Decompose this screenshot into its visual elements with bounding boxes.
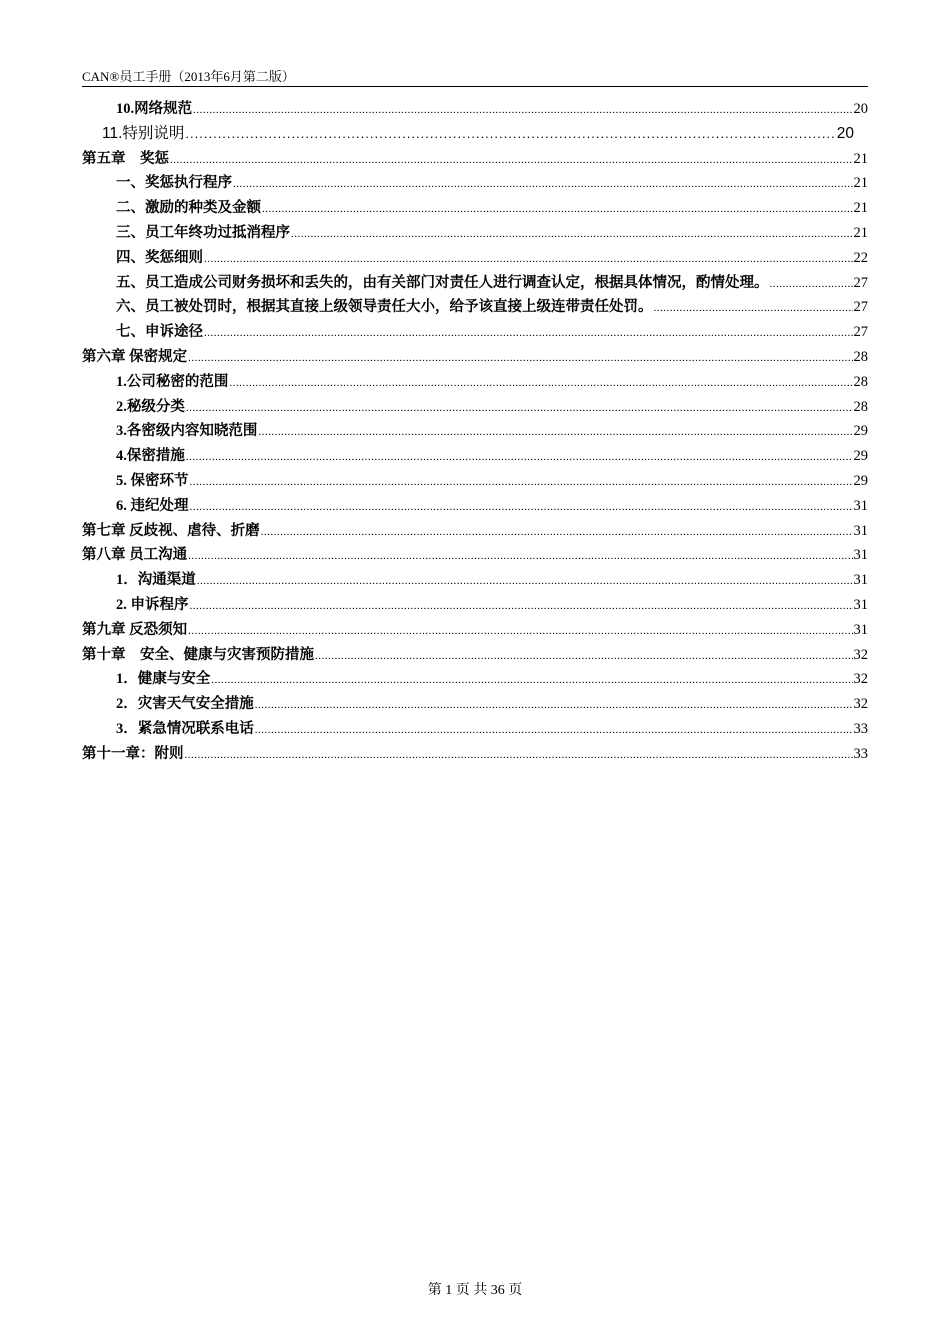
toc-entry-page: 32 — [853, 646, 868, 663]
toc-entry-label: 三、员工年终功过抵消程序 — [116, 224, 290, 241]
toc-entry-label: 第八章 员工沟通 — [82, 547, 188, 564]
dot-leader — [770, 272, 853, 297]
toc-entry-label: 1.公司秘密的范围 — [116, 373, 229, 390]
toc-entry[interactable] — [82, 618, 868, 643]
page-footer: 第 1 页 共 36 页 — [427, 1283, 523, 1298]
toc-entry-page: 31 — [853, 621, 868, 638]
toc-entry-label: 11.特别说明 — [102, 124, 185, 142]
dot-leader — [233, 172, 853, 197]
toc-entry-label: 6. 违纪处理 — [116, 497, 189, 514]
toc-entry[interactable] — [82, 246, 868, 271]
dot-leader — [229, 371, 852, 396]
toc-entry-label: 五、员工造成公司财务损坏和丢失的，由有关部门对责任人进行调查认定，根据具体情况，酌情处理。 — [116, 274, 769, 291]
toc-entry-page: 33 — [853, 720, 868, 737]
toc-entry-page: 27 — [853, 324, 868, 341]
toc-entry[interactable] — [82, 122, 854, 147]
dot-leader — [197, 569, 853, 594]
toc-entry[interactable] — [82, 692, 868, 717]
toc-entry-page: 21 — [853, 200, 868, 217]
toc-entry[interactable] — [82, 469, 868, 494]
table-of-contents — [82, 97, 868, 767]
toc-entry[interactable] — [82, 444, 868, 469]
running-header: CAN®员工手册（2013年6月第二版） — [82, 67, 868, 87]
dot-leader — [186, 445, 853, 470]
toc-entry-label: 2．灾害天气安全措施 — [116, 696, 254, 713]
toc-entry-label: 1．健康与安全 — [116, 671, 211, 688]
toc-entry-page: 31 — [853, 522, 868, 539]
toc-entry[interactable] — [82, 221, 868, 246]
dot-leader — [255, 718, 853, 743]
toc-entry-page: 31 — [853, 572, 868, 589]
toc-entry[interactable] — [82, 667, 868, 692]
dot-leader — [262, 197, 853, 222]
toc-entry[interactable] — [82, 196, 868, 221]
toc-entry-page: 20 — [836, 124, 854, 142]
toc-entry[interactable] — [82, 345, 868, 370]
dot-leader — [193, 98, 852, 123]
dot-leader — [204, 321, 853, 346]
dot-leader — [190, 594, 853, 619]
toc-entry[interactable] — [82, 593, 868, 618]
dot-leader — [190, 470, 853, 495]
dot-leader — [170, 148, 853, 173]
toc-entry-page: 28 — [853, 373, 868, 390]
toc-entry-label: 2. 申诉程序 — [116, 596, 189, 613]
toc-entry-page: 29 — [853, 448, 868, 465]
dot-leader — [255, 693, 853, 718]
toc-entry[interactable] — [82, 494, 868, 519]
toc-entry[interactable] — [82, 568, 868, 593]
toc-entry-page: 32 — [853, 671, 868, 688]
toc-entry-label: 第七章 反歧视、虐待、折磨 — [82, 522, 260, 539]
toc-entry-label: 4.保密措施 — [116, 448, 185, 465]
toc-entry-page: 31 — [853, 547, 868, 564]
toc-entry[interactable] — [82, 717, 868, 742]
toc-entry-label: 5. 保密环节 — [116, 472, 189, 489]
toc-entry-page: 27 — [853, 299, 868, 316]
toc-entry-page: 27 — [853, 274, 868, 291]
toc-entry-label: 3．紧急情况联系电话 — [116, 720, 254, 737]
dot-leader — [185, 743, 853, 768]
toc-entry-label: 2.秘级分类 — [116, 398, 185, 415]
toc-entry[interactable] — [82, 271, 868, 296]
toc-entry-label: 第十章 安全、健康与灾害预防措施 — [82, 646, 314, 663]
dot-leader — [258, 420, 852, 445]
dot-leader — [188, 346, 852, 371]
toc-entry-page: 31 — [853, 497, 868, 514]
toc-entry-page: 28 — [853, 398, 868, 415]
dot-leader — [654, 296, 853, 321]
toc-entry-label: 10.网络规范 — [116, 101, 193, 117]
toc-entry-page: 22 — [853, 249, 868, 266]
toc-entry[interactable] — [82, 643, 868, 668]
dot-leader — [186, 396, 853, 421]
toc-entry-page: 29 — [853, 423, 868, 440]
toc-entry-label: 第五章 奖惩 — [82, 150, 169, 167]
toc-entry[interactable] — [82, 320, 868, 345]
toc-entry[interactable] — [82, 395, 868, 420]
toc-entry-page: 20 — [853, 101, 868, 117]
toc-entry[interactable] — [82, 742, 868, 767]
dot-leader — [211, 668, 852, 693]
dot-leader — [190, 495, 853, 520]
toc-entry-label: 第六章 保密规定 — [82, 348, 188, 365]
toc-entry-page: 21 — [853, 224, 868, 241]
toc-entry[interactable] — [82, 419, 868, 444]
toc-entry-label: 七、申诉途径 — [116, 324, 203, 341]
dot-leader — [188, 619, 852, 644]
toc-entry-label: 四、奖惩细则 — [116, 249, 203, 266]
dot-leader — [185, 122, 835, 147]
toc-entry-page: 21 — [853, 150, 868, 167]
toc-entry-page: 28 — [853, 348, 868, 365]
toc-entry-page: 33 — [853, 745, 868, 762]
toc-entry[interactable] — [82, 370, 868, 395]
toc-entry[interactable] — [82, 295, 868, 320]
toc-entry-page: 31 — [853, 596, 868, 613]
toc-entry[interactable] — [82, 543, 868, 568]
toc-entry-page: 29 — [853, 472, 868, 489]
dot-leader — [188, 544, 852, 569]
toc-entry[interactable] — [82, 97, 868, 122]
toc-entry-label: 一、奖惩执行程序 — [116, 175, 232, 192]
toc-entry-page: 21 — [853, 175, 868, 192]
dot-leader — [204, 247, 853, 272]
toc-entry-label: 3.各密级内容知晓范围 — [116, 423, 258, 440]
toc-entry-label: 二、激励的种类及金额 — [116, 200, 261, 217]
dot-leader — [261, 520, 853, 545]
toc-entry[interactable] — [82, 171, 868, 196]
toc-entry-label: 六、员工被处罚时，根据其直接上级领导责任大小，给予该直接上级连带责任处罚。 — [116, 299, 653, 316]
toc-entry-label: 1．沟通渠道 — [116, 572, 196, 589]
dot-leader — [291, 222, 853, 247]
toc-entry-label: 第九章 反恐须知 — [82, 621, 188, 638]
toc-entry[interactable] — [82, 147, 868, 172]
toc-entry-page: 32 — [853, 696, 868, 713]
toc-entry[interactable] — [82, 519, 868, 544]
toc-entry-label: 第十一章：附则 — [82, 745, 184, 762]
dot-leader — [315, 644, 853, 669]
